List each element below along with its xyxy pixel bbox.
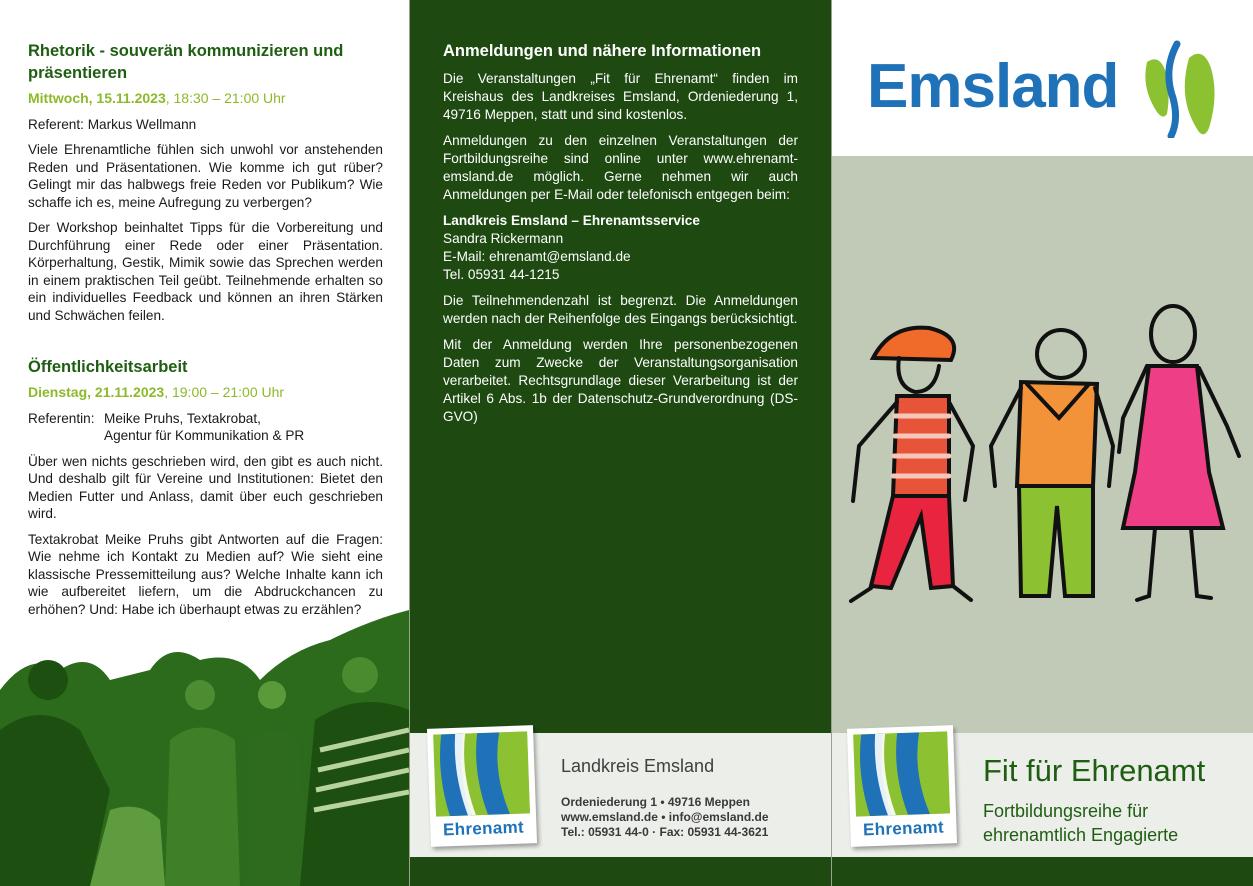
org-name: Landkreis Emsland	[561, 756, 715, 776]
contact-email[interactable]: E-Mail: ehrenamt@emsland.de	[443, 249, 631, 264]
event-date-day: Mittwoch, 15.11.2023	[28, 90, 166, 106]
brand-header	[831, 0, 1253, 156]
address-phone-fax: Tel.: 05931 44-0 · Fax: 05931 44-3621	[561, 825, 769, 839]
referent-value	[104, 410, 304, 445]
ehrenamt-logo-icon	[433, 731, 530, 816]
referent-line: Agentur für Kommunikation & PR	[104, 428, 305, 443]
event-date-day: Dienstag, 21.11.2023	[28, 384, 165, 400]
group-photo	[0, 610, 409, 886]
paragraph: Der Workshop beinhaltet Tipps für die Vorbereitung und Durchführung einer Rede oder einer Präsentation. Körperhaltung, Gestik, Mimik sowie das Sprechen werden in einem praktischen Teil geübt. Teilnehmende erhalten so ein individuelles Feedback und können an ihren Stärken und Schwächen feilen.	[28, 220, 383, 323]
brand-logo-text: Emsland	[867, 52, 1119, 121]
info-heading: Anmeldungen und nähere Informationen	[443, 42, 762, 60]
contact-name: Sandra Rickermann	[443, 231, 564, 246]
event-time: , 19:00 – 21:00 Uhr	[164, 384, 285, 400]
paragraph: Anmeldungen zu den einzelnen Veranstaltungen der Fortbildungsreihe sind online unter www.ehrenamt-emsland.de möglich. Gerne nehmen wir auch Anmeldungen per E-Mail oder telefonisch entgegen beim:	[443, 133, 798, 202]
section-title-line: Rhetorik - souverän kommunizieren und	[28, 42, 344, 60]
flyer-title: Fit für Ehrenamt	[983, 753, 1206, 788]
title-strip	[831, 733, 1253, 857]
paragraph: Die Teilnehmendenzahl ist begrenzt. Die Anmeldungen werden nach der Reihenfolge des Eingangs berücksichtigt.	[443, 293, 798, 326]
contact-org: Landkreis Emsland – Ehrenamtsservice	[443, 213, 700, 228]
event-date	[28, 384, 383, 402]
emsland-swoosh-icon	[1137, 40, 1221, 138]
panel-left	[0, 0, 409, 886]
section-oeffentlichkeitsarbeit	[28, 356, 383, 618]
logo-caption: Ehrenamt	[862, 817, 945, 840]
fold-line	[831, 0, 832, 886]
panel-middle	[409, 0, 831, 886]
contact-phone: Tel. 05931 44-1215	[443, 267, 560, 282]
address-strip	[409, 733, 831, 857]
contact-block	[443, 212, 798, 284]
referent-label: Referentin:	[28, 410, 95, 426]
address-line: Ordeniederung 1 • 49716 Meppen	[561, 795, 750, 809]
section-title-rhetorik	[28, 40, 383, 84]
paragraph: Die Veranstaltungen „Fit für Ehrenamt“ finden im Kreishaus des Landkreises Emsland, Ordeniederung 1, 49716 Meppen, statt und sind kostenlos.	[443, 71, 798, 122]
logo-caption: Ehrenamt	[442, 817, 525, 840]
address-block	[561, 755, 769, 840]
footer-band	[831, 857, 1253, 886]
panel-right	[831, 0, 1253, 886]
address-web-email[interactable]: www.emsland.de • info@emsland.de	[561, 810, 769, 824]
people-illustration	[831, 156, 1253, 734]
ehrenamt-logo-icon	[853, 731, 950, 816]
subtitle-line: Fortbildungsreihe für	[983, 801, 1149, 821]
referent	[28, 410, 383, 445]
event-date	[28, 90, 383, 108]
paragraph: Über wen nichts geschrieben wird, den gibt es auch nicht. Und deshalb gilt für Vereine und Institutionen: Bietet den Medien Futter und Anlass, damit über euch geschrieben wird.	[28, 453, 383, 521]
flyer-subtitle	[983, 799, 1178, 847]
referent: Referent: Markus Wellmann	[28, 116, 197, 132]
panel-left-text	[28, 40, 383, 618]
ehrenamt-logo	[847, 725, 957, 847]
section-title-line: präsentieren	[28, 64, 128, 82]
paragraph: Textakrobat Meike Pruhs gibt Antworten auf die Fragen: Wie nehme ich Kontakt zu Medien auf? Wie sieht eine klassische Pressemitteilung aus? Welche Inhalte kann ich wie aufbereitet liefern, um die Abdruckchancen zu erhöhen? Und: Habe ich überhaupt etwas zu erzählen?	[28, 531, 383, 617]
address-lines	[561, 795, 769, 840]
section-title: Öffentlichkeitsarbeit	[28, 358, 188, 376]
subtitle-line: ehrenamtlich Engagierte	[983, 825, 1179, 845]
paragraph: Mit der Anmeldung werden Ihre personenbezogenen Daten zum Zwecke der Veranstaltungsorganisation verarbeitet. Rechtsgrundlage dieser Verarbeitung ist der Artikel 6 Abs. 1b der Datenschutz-Grundverordnung (DS-GVO)	[443, 337, 798, 424]
referent-line: Meike Pruhs, Textakrobat,	[104, 410, 261, 426]
fold-line	[409, 0, 410, 886]
event-time: , 18:30 – 21:00 Uhr	[165, 90, 286, 106]
paragraph: Viele Ehrenamtliche fühlen sich unwohl vor anstehenden Reden und Präsentationen. Wie komme ich gut rüber? Gelingt mir das halbwegs freie Reden vor Publikum? Wie schaffe ich es, meine Aufregung zu verbergen?	[28, 142, 383, 210]
info-text	[443, 40, 798, 426]
ehrenamt-logo	[427, 725, 537, 847]
